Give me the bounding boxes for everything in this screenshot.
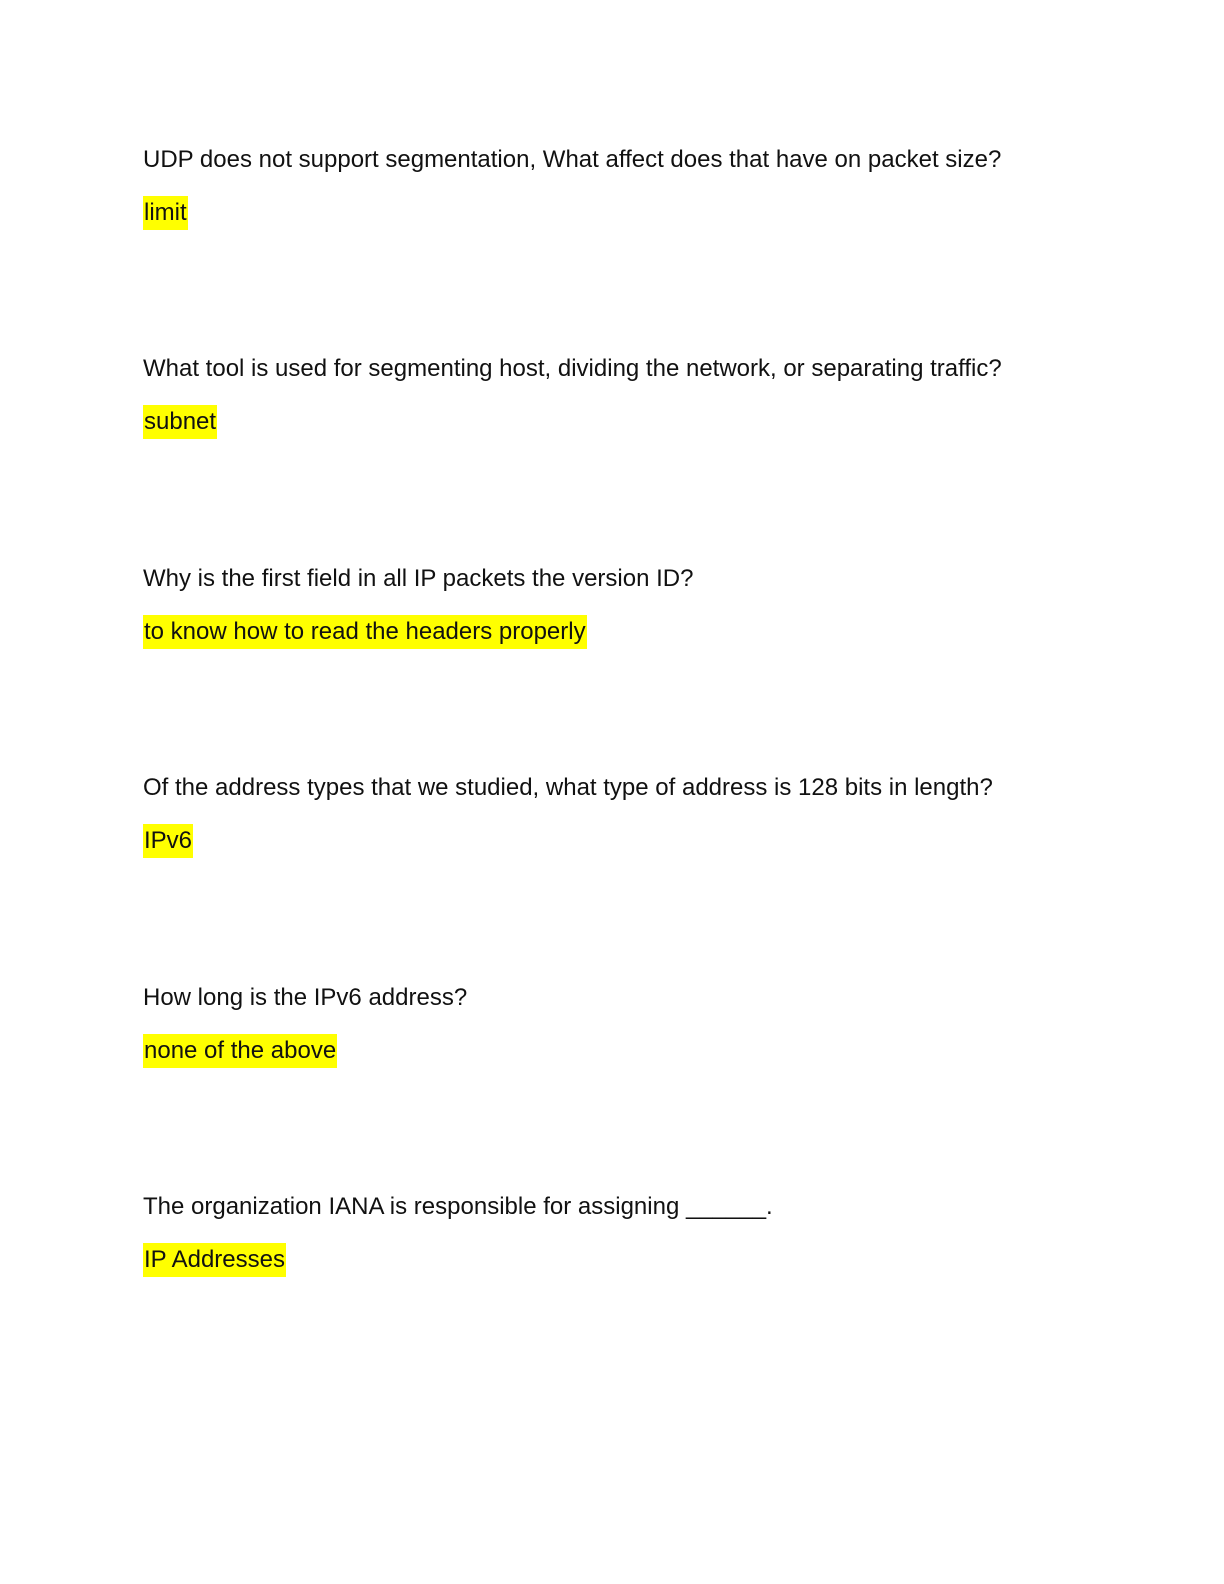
qa-item-6 [143, 1191, 1103, 1277]
qa-item-2 [143, 353, 1103, 439]
question-text: How long is the IPv6 address? [143, 984, 468, 1011]
qa-item-3 [143, 563, 1103, 649]
qa-item-4 [143, 772, 1103, 858]
qa-item-5 [143, 982, 1103, 1068]
answer-highlight: limit [143, 196, 188, 230]
qa-item-1 [143, 144, 1103, 230]
question-text: What tool is used for segmenting host, dividing the network, or separating traffic? [143, 355, 1002, 382]
answer-highlight: to know how to read the headers properly [143, 615, 587, 649]
question-text: UDP does not support segmentation, What affect does that have on packet size? [143, 146, 1002, 173]
answer-highlight: none of the above [143, 1034, 337, 1068]
question-text: Of the address types that we studied, what type of address is 128 bits in length? [143, 774, 993, 801]
question-text: The organization IANA is responsible for assigning ______. [143, 1193, 773, 1220]
answer-highlight: subnet [143, 405, 217, 439]
answer-highlight: IP Addresses [143, 1243, 286, 1277]
question-text: Why is the first field in all IP packets the version ID? [143, 565, 694, 592]
answer-highlight: IPv6 [143, 824, 193, 858]
